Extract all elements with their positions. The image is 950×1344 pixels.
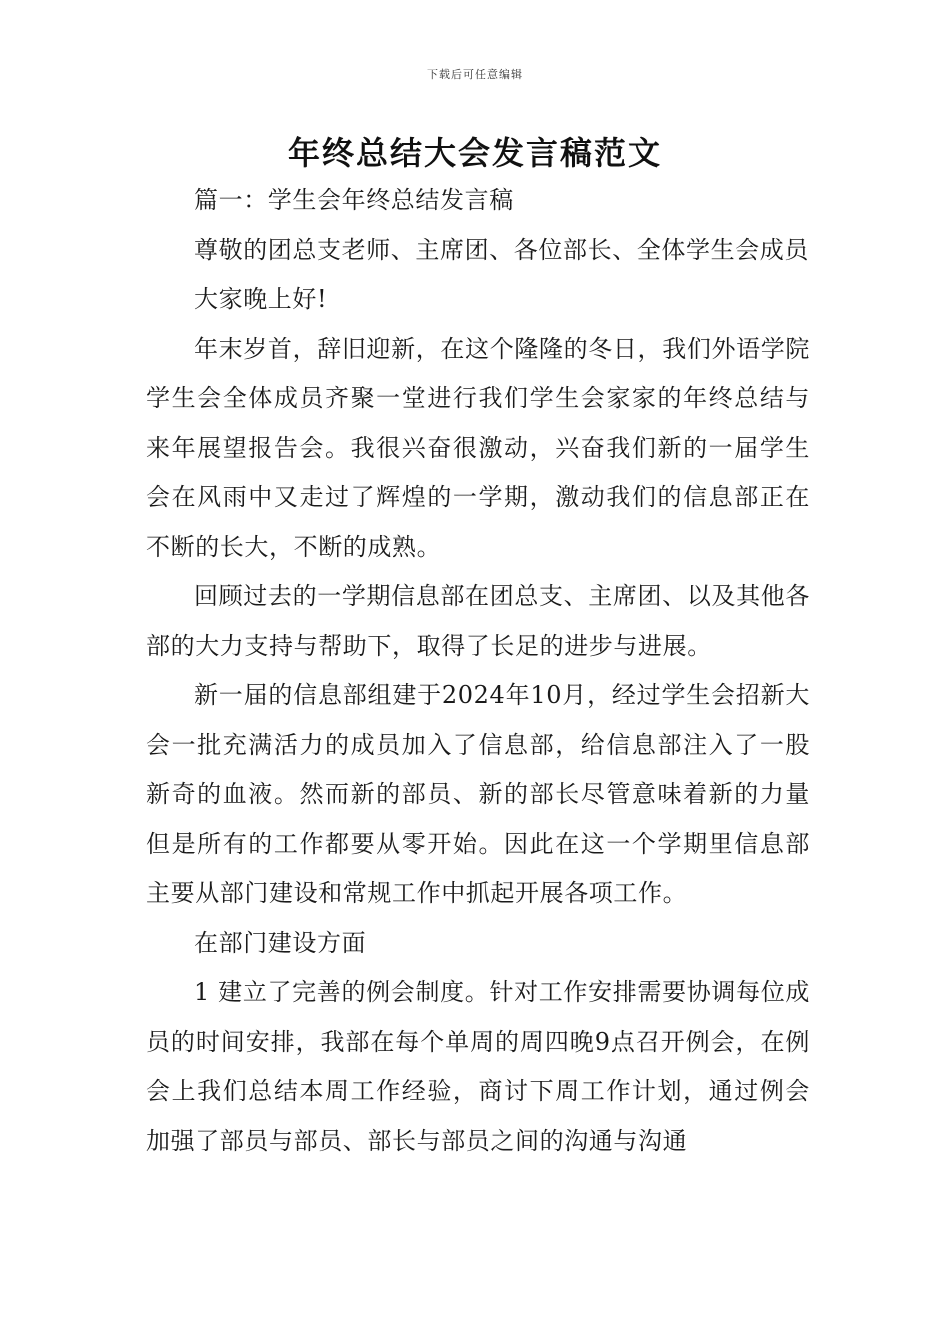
subsection-heading: 在部门建设方面 [194, 928, 367, 957]
greeting: 大家晚上好! [194, 285, 328, 313]
body-paragraph: 1 建立了完善的例会制度。针对工作安排需要协调每位成员的时间安排，我部在每个单周的周四晚9点召开例会，在例会上我们总结本周工作经验，商讨下周工作计划，通过例会加强了部员与部员、部长与部员之间的沟通与沟通 [146, 978, 810, 1155]
document-title: 年终总结大会发言稿范文 [287, 134, 662, 172]
salutation: 尊敬的团总支老师、主席团、各位部长、全体学生会成员 [194, 235, 809, 264]
section-heading: 篇一：学生会年终总结发言稿 [194, 186, 514, 214]
page-header-note: 下载后可任意编辑 [427, 68, 523, 81]
body-paragraph: 回顾过去的一学期信息部在团总支、主席团、以及其他各部的大力支持与帮助下，取得了长足的进步与进展。 [146, 582, 810, 660]
body-paragraph: 年末岁首，辞旧迎新，在这个隆隆的冬日，我们外语学院学生会全体成员齐聚一堂进行我们学生会家家的年终总结与来年展望报告会。我很兴奋很激动，兴奋我们新的一届学生会在风雨中又走过了辉煌的一学期，激动我们的信息部正在不断的长大，不断的成熟。 [146, 334, 810, 561]
document-body [146, 176, 810, 1166]
body-paragraph: 新一届的信息部组建于2024年10月，经过学生会招新大会一批充满活力的成员加入了信息部，给信息部注入了一股新奇的血液。然而新的部员、新的部长尽管意味着新的力量但是所有的工作都要从零开始。因此在这一个学期里信息部主要从部门建设和常规工作中抓起开展各项工作。 [146, 681, 810, 907]
